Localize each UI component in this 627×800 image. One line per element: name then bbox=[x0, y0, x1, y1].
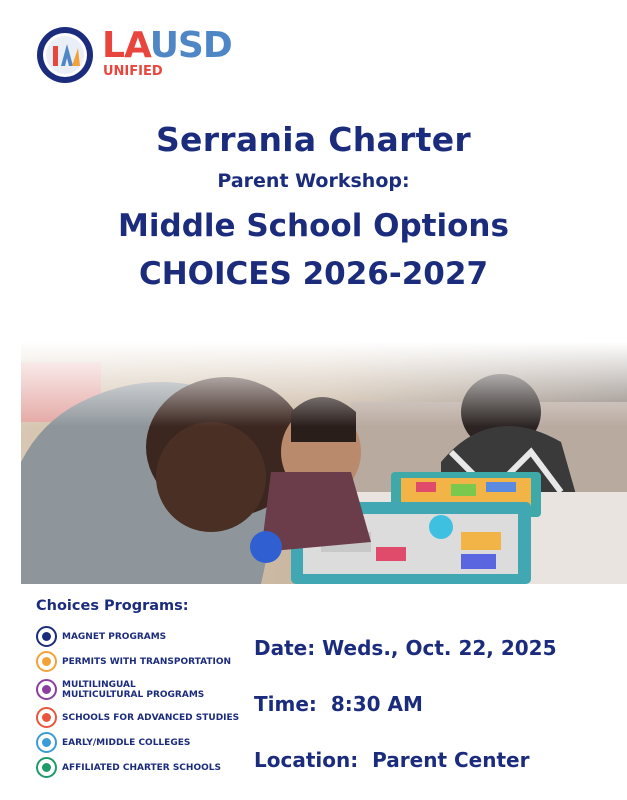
school-icon bbox=[36, 757, 57, 778]
globe-icon bbox=[36, 679, 57, 700]
program-item-multilingual bbox=[36, 674, 256, 705]
event-details bbox=[254, 634, 557, 800]
program-label: MAGNET PROGRAMS bbox=[62, 631, 167, 642]
program-item-advanced bbox=[36, 705, 256, 730]
event-time: Time: 8:30 AM bbox=[254, 692, 423, 716]
program-label: PERMITS WITH TRANSPORTATION bbox=[62, 656, 232, 667]
program-label: SCHOOLS FOR ADVANCED STUDIES bbox=[62, 712, 240, 723]
event-date: Date: Weds., Oct. 22, 2025 bbox=[254, 636, 557, 660]
program-label: EARLY/MIDDLE COLLEGES bbox=[62, 737, 191, 748]
atom-icon bbox=[36, 707, 57, 728]
workshop-heading: Middle School Options bbox=[118, 208, 509, 244]
bus-icon bbox=[36, 651, 57, 672]
magnet-icon bbox=[36, 626, 57, 647]
event-location: Location: Parent Center bbox=[254, 748, 530, 772]
program-item-colleges bbox=[36, 730, 256, 755]
classroom-photo bbox=[21, 342, 627, 584]
program-item-magnet bbox=[36, 624, 256, 649]
program-item-permits bbox=[36, 649, 256, 674]
workshop-subtitle: Parent Workshop: bbox=[217, 170, 410, 192]
lausd-seal-icon bbox=[36, 26, 94, 84]
choices-year-heading: CHOICES 2026-2027 bbox=[138, 256, 489, 292]
lausd-wordmark: LAUSD bbox=[102, 25, 232, 66]
school-name: Serrania Charter bbox=[155, 120, 471, 159]
lausd-logo bbox=[36, 24, 266, 86]
building-icon bbox=[36, 732, 57, 753]
programs-title: Choices Programs: bbox=[36, 598, 189, 614]
program-label: AFFILIATED CHARTER SCHOOLS bbox=[62, 762, 221, 773]
unified-label: UNIFIED bbox=[103, 64, 163, 79]
title-block bbox=[0, 118, 627, 296]
program-item-charter bbox=[36, 755, 256, 780]
programs-list bbox=[36, 624, 256, 780]
program-label: MULTILINGUAL MULTICULTURAL PROGRAMS bbox=[62, 679, 205, 700]
